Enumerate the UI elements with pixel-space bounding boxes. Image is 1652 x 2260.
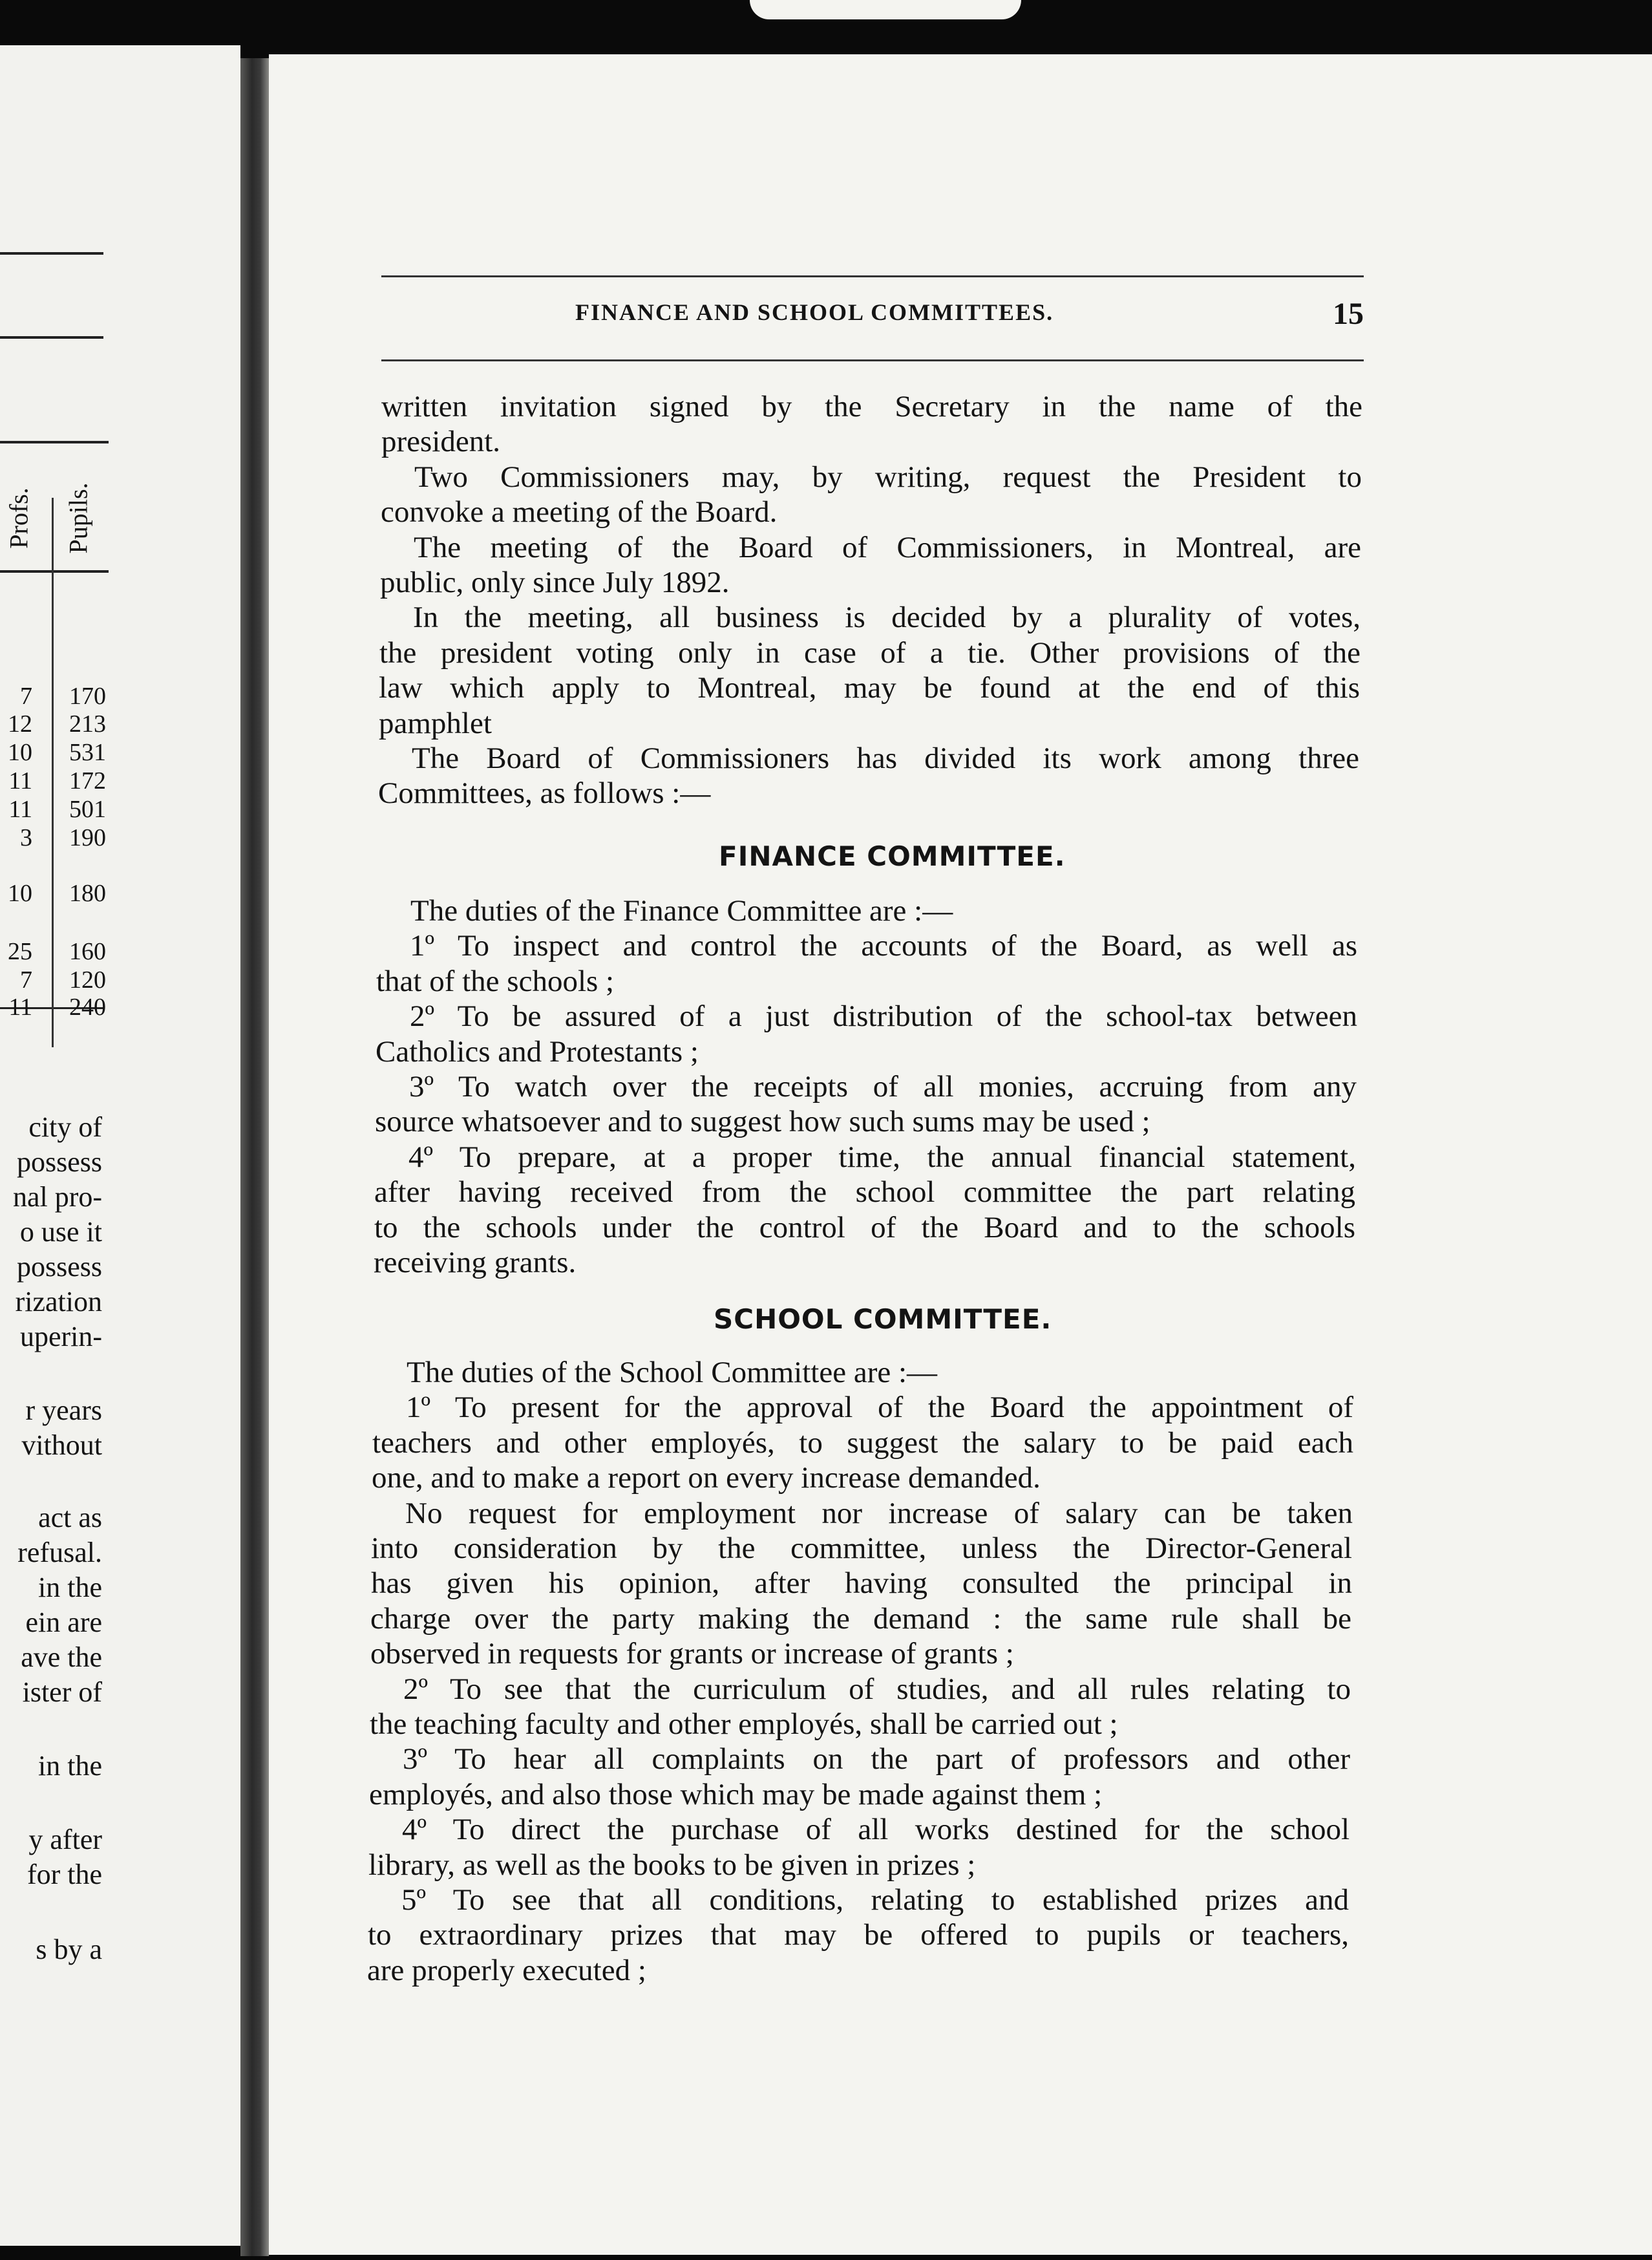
left-page-line: s by a [36,1934,102,1965]
text-line: The meeting of the Board of Commissioners, in Montreal, are [414,531,1361,564]
left-page-line: o use it [19,1216,102,1248]
text-line: The duties of the School Committee are :— [407,1356,938,1389]
text-line: the teaching faculty and other employés, shall be carried out ; [370,1707,1118,1741]
left-page-line: uperin- [19,1321,102,1352]
text-line: the president voting only in case of a tie. Other provisions of the [379,636,1361,670]
left-page-line: rization [15,1286,102,1317]
text-line: 3º To watch over the receipts of all monies, accruing from any [409,1070,1357,1103]
table-rule [0,336,103,339]
book-spine [240,58,269,2256]
table-header-profs: Profs. [4,487,34,549]
text-line: after having received from the school committee the part relating [374,1175,1355,1209]
text-line: 1º To inspect and control the accounts of the Board, as well as [410,929,1357,963]
text-line: into consideration by the committee, unless the Director-General [371,1531,1352,1565]
table-cell-pupils: 213 [69,710,106,738]
left-page-line: in the [38,1572,102,1603]
text-line: Committees, as follows :— [378,776,711,810]
header-rule-bottom [381,359,1364,361]
header-rule-top [381,275,1364,277]
page-edge [750,0,1021,19]
left-page-line: ave the [21,1641,102,1673]
left-page-line: nal pro- [12,1181,102,1213]
table-header-pupils: Pupils. [63,482,93,554]
table-cell-profs: 11 [8,796,32,823]
table-cell-profs: 7 [20,966,32,994]
text-line: library, as well as the books to be given in prizes ; [368,1848,976,1882]
text-line: charge over the party making the demand : the same rule shall be [370,1602,1351,1636]
table-cell-profs: 12 [8,710,32,738]
table-cell-profs: 25 [8,938,32,965]
left-page-line: ister of [22,1676,102,1708]
text-line: law which apply to Montreal, may be found at the end of this [379,671,1360,705]
text-line: 4º To direct the purchase of all works destined for the school [402,1813,1350,1846]
finance-committee-heading: FINANCE COMMITTEE. [719,840,1066,872]
text-line: one, and to make a report on every increase demanded. [372,1461,1041,1495]
table-cell-profs: 7 [20,683,32,710]
text-line: to extraordinary prizes that may be offered to pupils or teachers, [368,1918,1349,1952]
left-page-line: vithout [21,1429,102,1461]
table-cell-pupils: 120 [69,966,106,994]
text-line: No request for employment nor increase of salary can be taken [405,1497,1353,1530]
table-cell-pupils: 190 [69,824,106,851]
text-line: The duties of the Finance Committee are :— [410,894,953,928]
page-number: 15 [1333,297,1364,331]
left-page-line: refusal. [17,1537,102,1568]
table-cell-profs: 11 [8,994,32,1021]
text-line: pamphlet [379,707,492,740]
text-line: The Board of Commissioners has divided its work among three [412,741,1359,775]
text-line: employés, and also those which may be made against them ; [369,1778,1103,1811]
table-cell-profs: 3 [20,824,32,851]
text-line: receiving grants. [374,1246,577,1279]
left-page [0,45,240,2246]
table-rule [0,252,103,255]
text-line: that of the schools ; [376,965,615,998]
table-cell-profs: 10 [8,739,32,766]
table-rule [0,570,109,573]
left-page-line: ein are [25,1606,102,1638]
text-line: Two Commissioners may, by writing, request the President to [414,460,1362,494]
text-line: has given his opinion, after having consulted the principal in [371,1566,1352,1600]
text-line: 2º To see that the curriculum of studies, and all rules relating to [403,1672,1351,1706]
text-line: 3º To hear all complaints on the part of professors and other [403,1742,1350,1776]
running-head: FINANCE AND SCHOOL COMMITTEES. [575,299,1054,325]
text-line: 1º To present for the approval of the Board the appointment of [406,1391,1353,1424]
left-page-line: possess [16,1251,102,1283]
table-cell-profs: 10 [8,880,32,907]
table-cell-pupils: 170 [69,683,106,710]
text-line: public, only since July 1892. [380,566,730,599]
text-line: teachers and other employés, to suggest the salary to be paid each [372,1426,1353,1460]
table-cell-pupils: 501 [69,796,106,823]
text-line: source whatsoever and to suggest how such sums may be used ; [375,1105,1150,1138]
left-page-line: for the [26,1859,102,1890]
text-line: 5º To see that all conditions, relating to established prizes and [401,1883,1349,1917]
table-rule [0,441,109,443]
table-cell-pupils: 160 [69,938,106,965]
table-cell-pupils: 531 [69,739,106,766]
table-divider [52,498,54,1047]
left-page-line: in the [38,1750,102,1782]
table-cell-pupils: 172 [69,767,106,794]
left-page-line: act as [38,1502,102,1533]
text-line: 2º To be assured of a just distribution of the school-tax between [410,999,1357,1033]
text-line: convoke a meeting of the Board. [381,495,778,529]
text-line: observed in requests for grants or increase of grants ; [370,1637,1014,1670]
left-page-line: city of [28,1111,102,1143]
school-committee-heading: SCHOOL COMMITTEE. [714,1303,1052,1335]
text-line: written invitation signed by the Secretary in the name of the [381,390,1362,423]
text-line: president. [381,425,501,458]
text-line: to the schools under the control of the Board and to the schools [374,1211,1355,1244]
text-line: In the meeting, all business is decided by a plurality of votes, [413,601,1361,634]
table-cell-profs: 11 [8,767,32,794]
text-line: Catholics and Protestants ; [376,1035,699,1069]
left-page-line: r years [25,1394,102,1426]
text-line: are properly executed ; [367,1954,646,1987]
left-page-line: y after [28,1824,102,1855]
left-page-line: possess [16,1146,102,1178]
table-cell-pupils: 240 [69,994,106,1021]
table-cell-pupils: 180 [69,880,106,907]
text-line: 4º To prepare, at a proper time, the annual financial statement, [408,1140,1356,1174]
